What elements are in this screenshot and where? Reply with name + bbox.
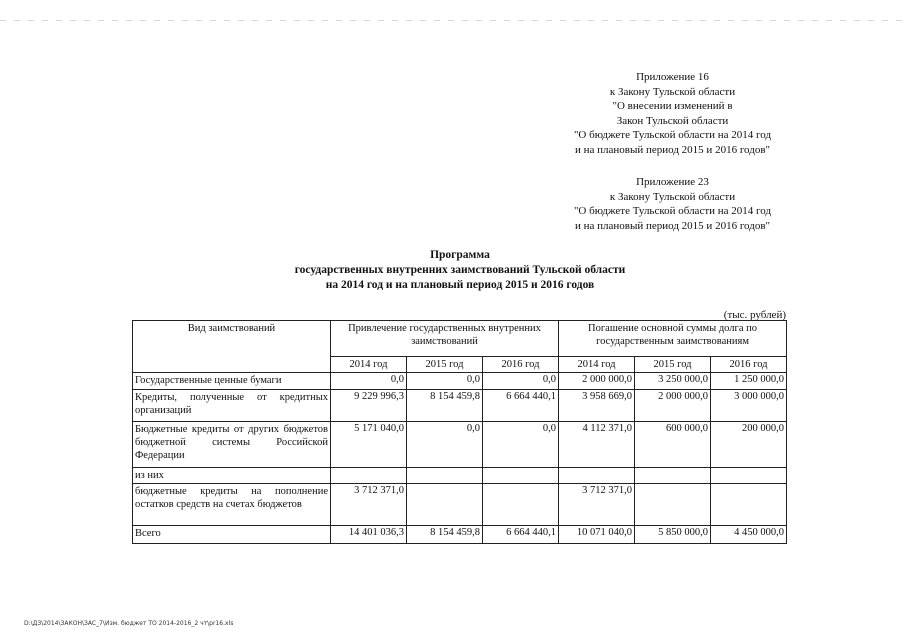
appendix-line: к Закону Тульской области <box>609 85 736 98</box>
cell-value: 0,0 <box>407 373 483 390</box>
appendix-line: Приложение 23 <box>636 176 709 188</box>
cell-value: 4 450 000,0 <box>711 526 787 544</box>
column-header-type: Вид заимствований <box>133 321 331 373</box>
year-header: 2014 год <box>331 357 407 373</box>
cell-value: 6 664 440,1 <box>483 526 559 544</box>
row-label: из них <box>133 468 331 484</box>
cell-value <box>635 468 711 484</box>
document-title <box>180 248 740 293</box>
appendix-16-header <box>540 70 805 157</box>
cell-value: 6 664 440,1 <box>483 390 559 422</box>
title-line: государственных внутренних заимствований Тульской области <box>294 264 626 276</box>
appendix-line: "О внесении изменений в <box>612 100 733 112</box>
cell-value: 3 000 000,0 <box>711 390 787 422</box>
cell-value: 8 154 459,8 <box>407 526 483 544</box>
cell-value: 0,0 <box>483 373 559 390</box>
cell-value: 3 712 371,0 <box>559 484 635 526</box>
row-label: Кредиты, полученные от кредитных организаций <box>133 390 331 422</box>
column-group-attraction: Привлечение государственных внутренних заимствований <box>331 321 559 357</box>
cell-value: 3 250 000,0 <box>635 373 711 390</box>
cell-value <box>711 468 787 484</box>
row-label: Всего <box>133 526 331 544</box>
table-row <box>133 422 787 468</box>
cell-value: 2 000 000,0 <box>635 390 711 422</box>
cell-value: 5 171 040,0 <box>331 422 407 468</box>
table-row <box>133 484 787 526</box>
cell-value: 2 000 000,0 <box>559 373 635 390</box>
cell-value: 8 154 459,8 <box>407 390 483 422</box>
row-label: Бюджетные кредиты от других бюджетов бюджетной системы Российской Федерации <box>133 422 331 468</box>
cell-value: 600 000,0 <box>635 422 711 468</box>
table-row <box>133 390 787 422</box>
row-label: Государственные ценные бумаги <box>133 373 331 390</box>
cell-value: 3 958 669,0 <box>559 390 635 422</box>
year-header: 2014 год <box>559 357 635 373</box>
table-row <box>133 373 787 390</box>
cell-value <box>559 468 635 484</box>
cell-value <box>483 484 559 526</box>
cell-value: 200 000,0 <box>711 422 787 468</box>
header-row-groups <box>133 321 787 357</box>
cell-value: 0,0 <box>407 422 483 468</box>
appendix-23-header <box>540 175 805 233</box>
cell-value: 1 250 000,0 <box>711 373 787 390</box>
appendix-line: к Закону Тульской области <box>609 190 736 203</box>
year-header: 2016 год <box>711 357 787 373</box>
scan-artifact-line <box>0 20 905 21</box>
cell-value: 10 071 040,0 <box>559 526 635 544</box>
appendix-line: и на плановый период 2015 и 2016 годов" <box>574 219 771 232</box>
title-line: на 2014 год и на плановый период 2015 и 2016 годов <box>325 279 595 291</box>
borrowing-program-table <box>132 320 787 544</box>
cell-value: 5 850 000,0 <box>635 526 711 544</box>
cell-value <box>407 468 483 484</box>
appendix-line: Закон Тульской области <box>616 114 729 127</box>
table-row-total <box>133 526 787 544</box>
year-header: 2015 год <box>635 357 711 373</box>
appendix-line: и на плановый период 2015 и 2016 годов" <box>574 143 771 156</box>
file-path-footer: D:\ДЗ\2014\ЗАКОН\ЗАС_7\Изм. бюджет ТО 2014-2016_2 чт\pr16.xls <box>24 620 234 627</box>
cell-value <box>407 484 483 526</box>
appendix-line: "О бюджете Тульской области на 2014 год <box>573 205 772 217</box>
row-label: бюджетные кредиты на пополнение остатков средств на счетах бюджетов <box>133 484 331 526</box>
cell-value <box>711 484 787 526</box>
cell-value <box>483 468 559 484</box>
cell-value: 0,0 <box>331 373 407 390</box>
year-header: 2016 год <box>483 357 559 373</box>
year-header: 2015 год <box>407 357 483 373</box>
cell-value: 3 712 371,0 <box>331 484 407 526</box>
cell-value: 9 229 996,3 <box>331 390 407 422</box>
title-line: Программа <box>430 249 490 261</box>
column-group-repayment: Погашение основной суммы долга по государственным заимствованиям <box>559 321 787 357</box>
cell-value: 4 112 371,0 <box>559 422 635 468</box>
cell-value: 0,0 <box>483 422 559 468</box>
appendix-line: Приложение 16 <box>636 71 709 83</box>
appendix-line: "О бюджете Тульской области на 2014 год <box>573 129 772 141</box>
units-note: (тыс. рублей) <box>723 309 786 321</box>
cell-value <box>635 484 711 526</box>
table-row <box>133 468 787 484</box>
cell-value: 14 401 036,3 <box>331 526 407 544</box>
cell-value <box>331 468 407 484</box>
